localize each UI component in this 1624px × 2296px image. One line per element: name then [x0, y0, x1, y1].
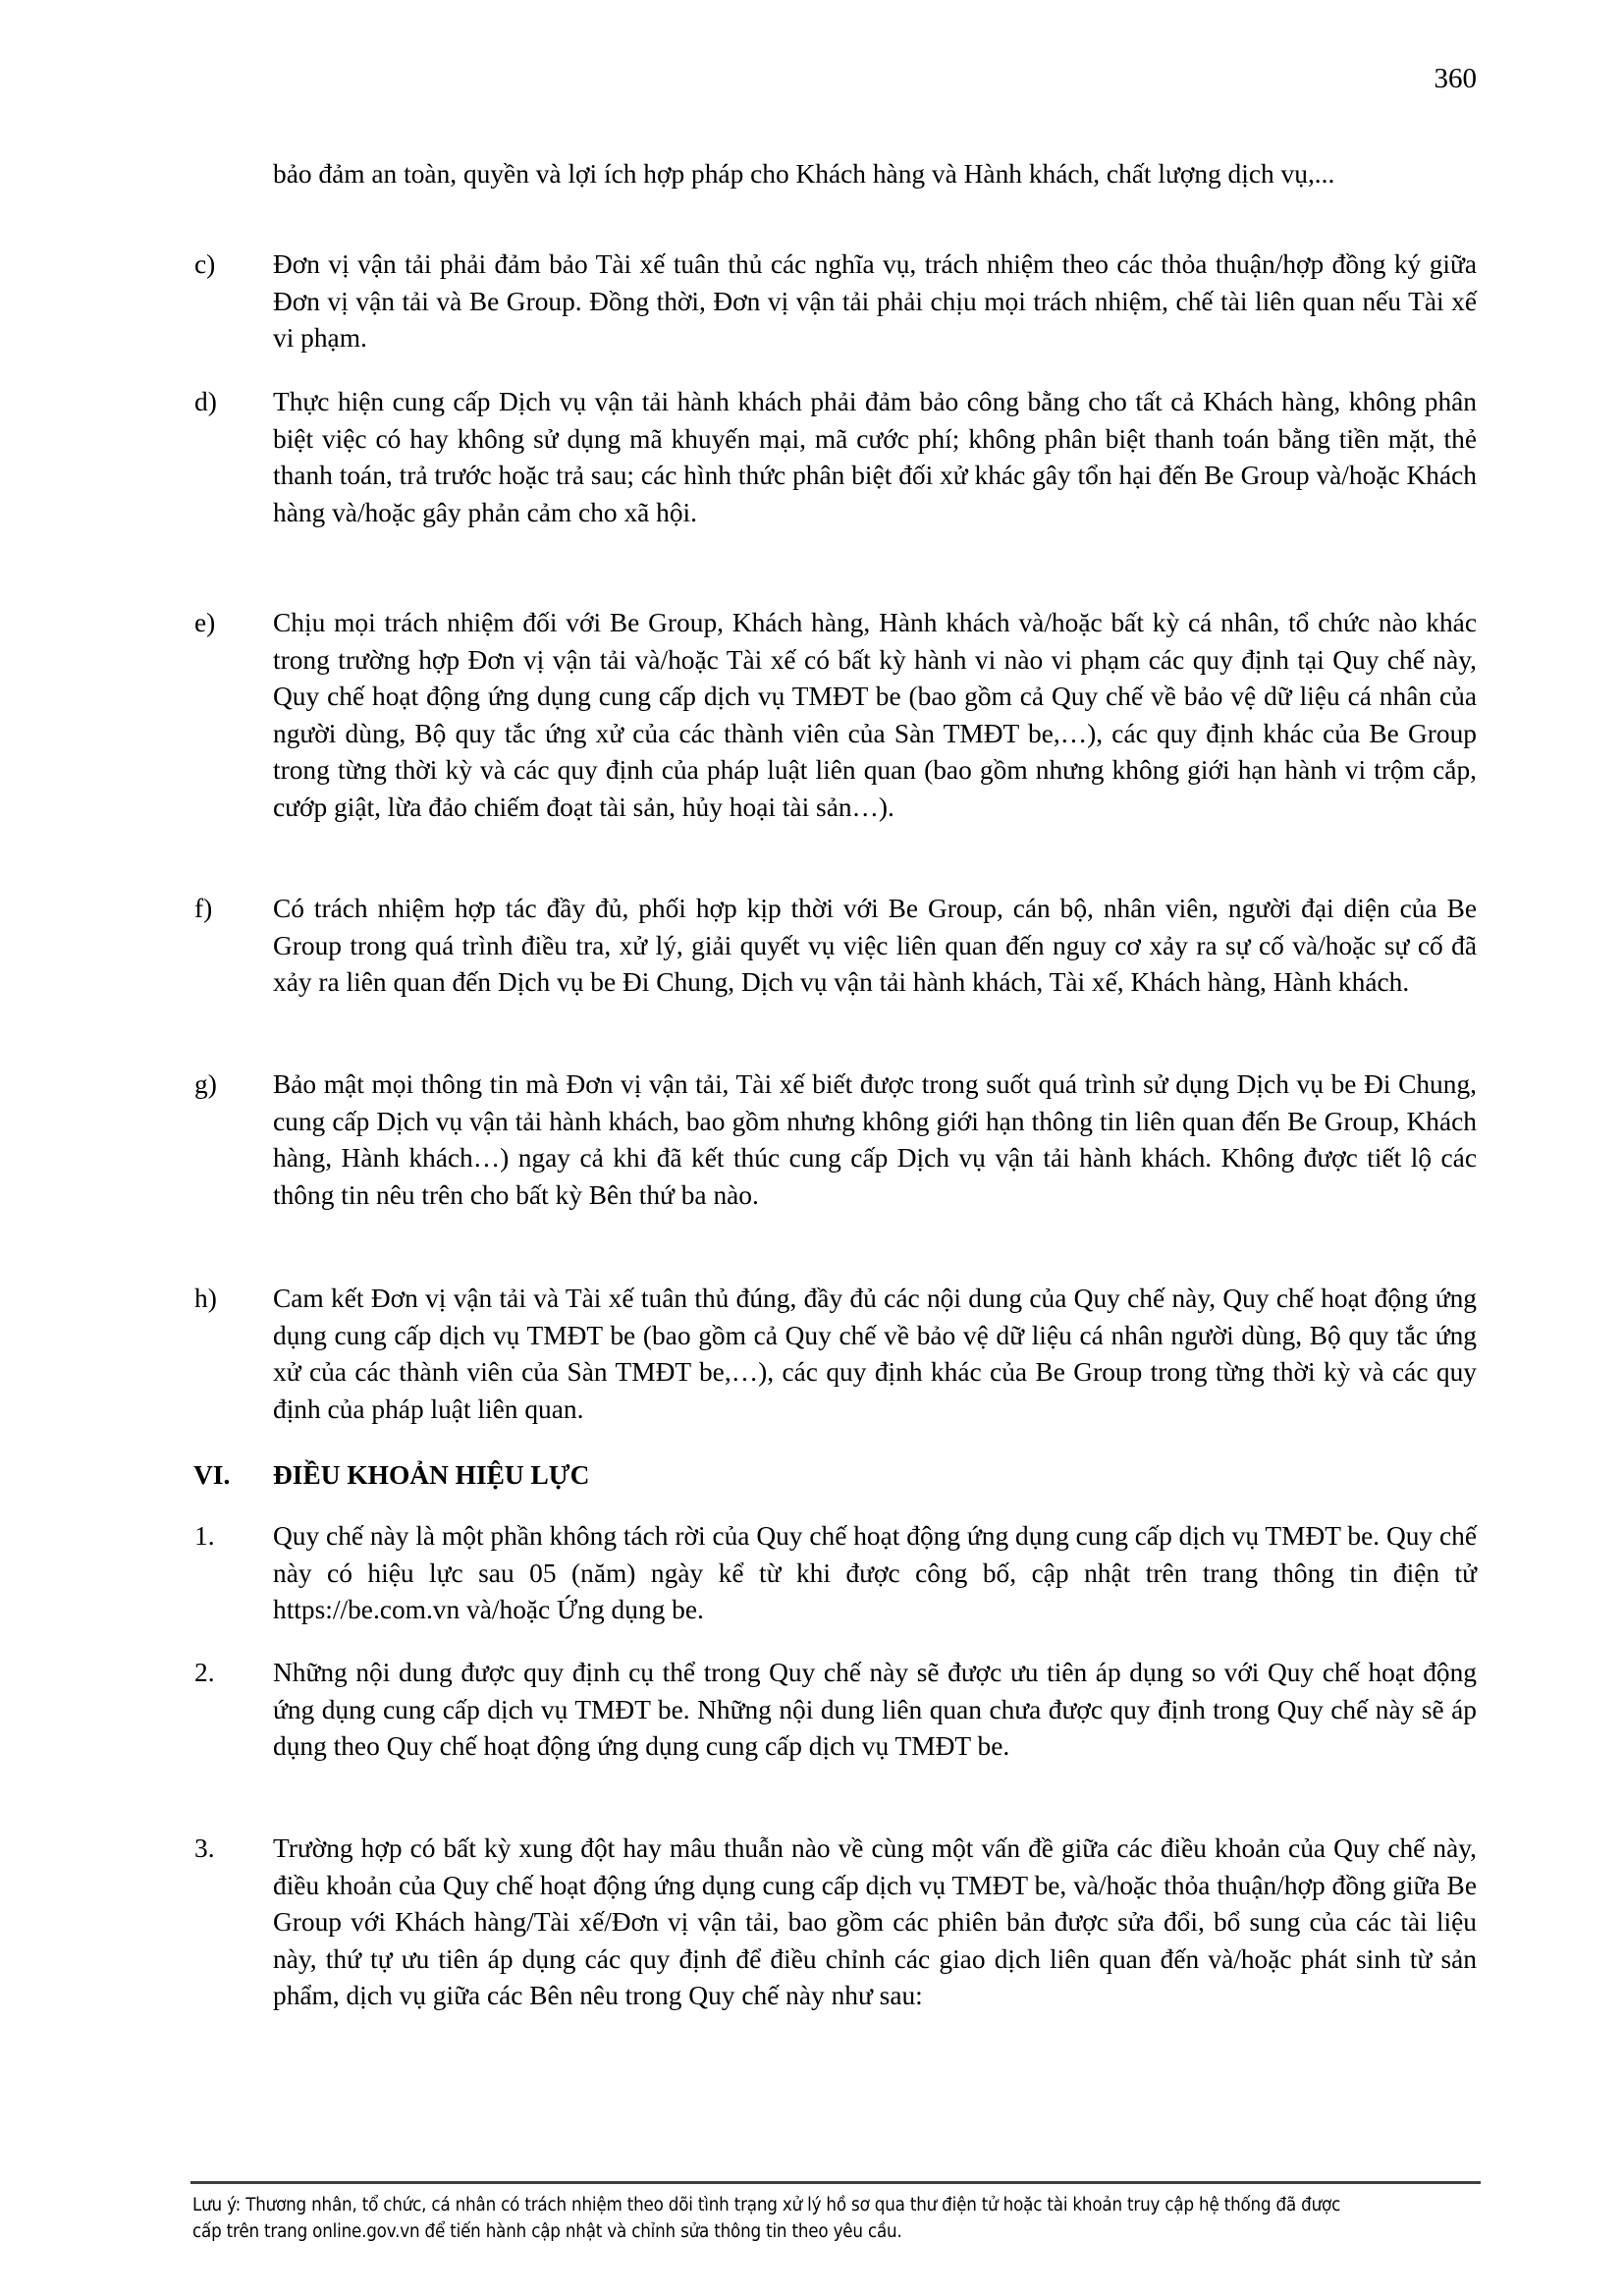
item-label: h) — [194, 1284, 217, 1313]
clause-label: 2. — [194, 1658, 215, 1687]
item-text: Chịu mọi trách nhiệm đối với Be Group, Khách hàng, Hành khách và/hoặc bất kỳ cá nhân, tổ chức nào khác trong trường hợp Đơn vị vận tải và/hoặc Tài xế có bất kỳ hành vi nào vi phạm các quy định tại Quy chế này, Quy chế hoạt động ứng dụng cung cấp dịch vụ TMĐT be (bao gồm cả Quy chế về bảo vệ dữ liệu cá nhân của người dùng, Bộ quy tắc ứng xử của các thành viên của Sàn TMĐT be,…), các quy định khác của Be Group trong từng thời kỳ và các quy định của pháp luật liên quan (bao gồm nhưng không giới hạn hành vi trộm cắp, cướp giật, lừa đảo chiếm đoạt tài sản, hủy hoại tài sản…). — [273, 608, 1477, 822]
paragraph-text: bảo đảm an toàn, quyền và lợi ích hợp pháp cho Khách hàng và Hành khách, chất lượng dịch vụ,... — [273, 159, 1335, 189]
item-text: Đơn vị vận tải phải đảm bảo Tài xế tuân thủ các nghĩa vụ, trách nhiệm theo các thỏa thuận/hợp đồng ký giữa Đơn vị vận tải và Be Group. Đồng thời, Đơn vị vận tải phải chịu mọi trách nhiệm, chế tài liên quan nếu Tài xế vi phạm. — [273, 249, 1477, 354]
page-number: 360 — [1434, 63, 1477, 94]
item-text: Có trách nhiệm hợp tác đầy đủ, phối hợp kịp thời với Be Group, cán bộ, nhân viên, người đại diện của Be Group trong quá trình điều tra, xử lý, giải quyết vụ việc liên quan đến nguy cơ xảy ra sự cố và/hoặc sự cố đã xảy ra liên quan đến Dịch vụ be Đi Chung, Dịch vụ vận tải hành khách, Tài xế, Khách hàng, Hành khách. — [273, 894, 1477, 998]
section-number: VI. — [193, 1460, 231, 1490]
footer-divider — [190, 2181, 1481, 2184]
item-label: d) — [194, 387, 217, 416]
clause-label: 1. — [194, 1521, 215, 1551]
item-label: c) — [194, 249, 216, 279]
item-label: f) — [194, 894, 213, 923]
item-text: Thực hiện cung cấp Dịch vụ vận tải hành khách phải đảm bảo công bằng cho tất cả Khách hàng, không phân biệt việc có hay không sử dụng mã khuyến mại, mã cước phí; không phân biệt thanh toán bằng tiền mặt, thẻ thanh toán, trả trước hoặc trả sau; các hình thức phân biệt đối xử khác gây tổn hại đến Be Group và/hoặc Khách hàng và/hoặc gây phản cảm cho xã hội. — [273, 387, 1477, 527]
clause-text: Những nội dung được quy định cụ thể trong Quy chế này sẽ được ưu tiên áp dụng so với Quy chế hoạt động ứng dụng cung cấp dịch vụ TMĐT be. Những nội dung liên quan chưa được quy định trong Quy chế này sẽ áp dụng theo Quy chế hoạt động ứng dụng cung cấp dịch vụ TMĐT be. — [273, 1658, 1477, 1762]
item-label: e) — [194, 608, 216, 637]
item-label: g) — [194, 1069, 217, 1099]
clause-text: Quy chế này là một phần không tách rời của Quy chế hoạt động ứng dụng cung cấp dịch vụ TMĐT be. Quy chế này có hiệu lực sau 05 (năm) ngày kể từ khi được công bố, cập nhật trên trang thông tin điện tử https://be.com.vn và/hoặc Ứng dụng be. — [273, 1521, 1477, 1625]
clause-text: Trường hợp có bất kỳ xung đột hay mâu thuẫn nào về cùng một vấn đề giữa các điều khoản của Quy chế này, điều khoản của Quy chế hoạt động ứng dụng cung cấp dịch vụ TMĐT be, và/hoặc thỏa thuận/hợp đồng giữa Be Group với Khách hàng/Tài xế/Đơn vị vận tải, bao gồm các phiên bản được sửa đổi, bổ sung của các tài liệu này, thứ tự ưu tiên áp dụng các quy định để điều chỉnh các giao dịch liên quan đến và/hoặc phát sinh từ sản phẩm, dịch vụ giữa các Bên nêu trong Quy chế này như sau: — [273, 1833, 1477, 2011]
footer-note: Lưu ý: Thương nhân, tổ chức, cá nhân có trách nhiệm theo dõi tình trạng xử lý hồ sơ qua thư điện tử hoặc tài khoản truy cập hệ thống đã được cấp trên trang online.gov.vn để tiến hành cập nhật và chỉnh sửa thông tin theo yêu cầu. — [192, 2195, 1341, 2242]
item-text: Cam kết Đơn vị vận tải và Tài xế tuân thủ đúng, đầy đủ các nội dung của Quy chế này, Quy chế hoạt động ứng dụng cung cấp dịch vụ TMĐT be (bao gồm cả Quy chế về bảo vệ dữ liệu cá nhân người dùng, Bộ quy tắc ứng xử của các thành viên của Sàn TMĐT be,…), các quy định khác của Be Group trong từng thời kỳ và các quy định của pháp luật liên quan. — [273, 1284, 1477, 1424]
clause-label: 3. — [194, 1833, 215, 1863]
item-text: Bảo mật mọi thông tin mà Đơn vị vận tải, Tài xế biết được trong suốt quá trình sử dụng Dịch vụ be Đi Chung, cung cấp Dịch vụ vận tải hành khách, bao gồm nhưng không giới hạn thông tin liên quan đến Be Group, Khách hàng, Hành khách…) ngay cả khi đã kết thúc cung cấp Dịch vụ vận tải hành khách. Không được tiết lộ các thông tin nêu trên cho bất kỳ Bên thứ ba nào. — [273, 1069, 1477, 1210]
section-title: ĐIỀU KHOẢN HIỆU LỰC — [273, 1460, 590, 1490]
